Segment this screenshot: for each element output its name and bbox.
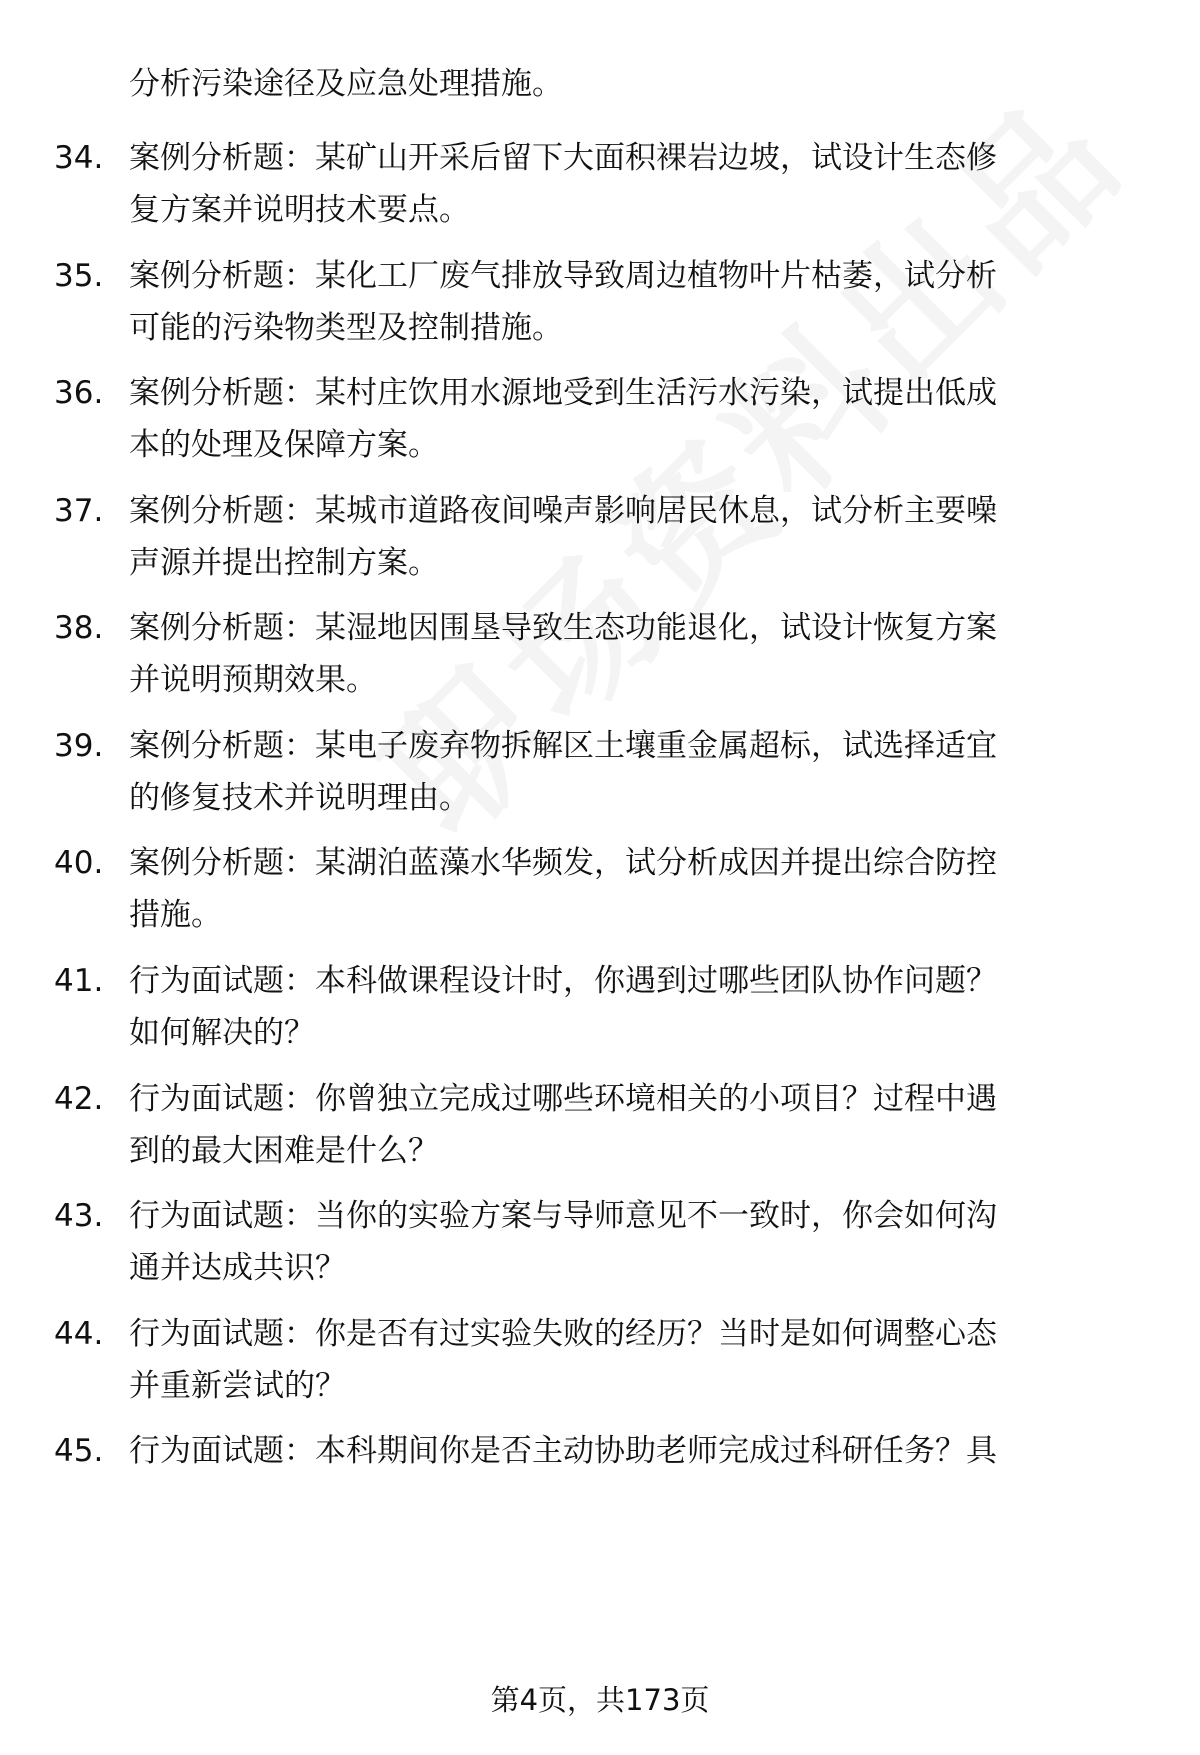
question-line: 并重新尝试的？: [129, 1368, 346, 1404]
continuation-line: 分析污染途径及应急处理措施。: [129, 66, 563, 102]
question-number: 41.: [54, 963, 104, 999]
question-line: 案例分析题：某城市道路夜间噪声影响居民休息，试分析主要噪: [129, 493, 997, 529]
question-line: 通并达成共识？: [129, 1250, 346, 1286]
question-line: 复方案并说明技术要点。: [129, 192, 470, 228]
question-text: [129, 1308, 1139, 1412]
question-text: [129, 720, 1139, 824]
question-text: [129, 132, 1139, 236]
question-line: 的修复技术并说明理由。: [129, 780, 470, 816]
question-number: 45.: [54, 1433, 104, 1469]
question-line: 声源并提出控制方案。: [129, 545, 439, 581]
question-number: 37.: [54, 493, 104, 529]
question-text: [129, 955, 1139, 1059]
question-number: 43.: [54, 1198, 104, 1234]
question-number: 42.: [54, 1081, 104, 1117]
question-text: [129, 250, 1139, 354]
question-text: [129, 1425, 1139, 1477]
question-line: 可能的污染物类型及控制措施。: [129, 310, 563, 346]
question-line: 行为面试题：当你的实验方案与导师意见不一致时，你会如何沟: [129, 1198, 997, 1234]
question-number: 40.: [54, 845, 104, 881]
question-number: 35.: [54, 258, 104, 294]
question-line: 案例分析题：某湿地因围垦导致生态功能退化，试设计恢复方案: [129, 610, 997, 646]
question-line: 本的处理及保障方案。: [129, 427, 439, 463]
question-line: 行为面试题：你曾独立完成过哪些环境相关的小项目？过程中遇: [129, 1081, 997, 1117]
question-line: 到的最大困难是什么？: [129, 1133, 439, 1169]
question-number: 38.: [54, 610, 104, 646]
question-line: 案例分析题：某电子废弃物拆解区土壤重金属超标，试选择适宜: [129, 728, 997, 764]
question-line: 案例分析题：某化工厂废气排放导致周边植物叶片枯萎，试分析: [129, 258, 997, 294]
question-text: [129, 367, 1139, 471]
question-text: [129, 1190, 1139, 1294]
question-text: [129, 602, 1139, 706]
question-number: 39.: [54, 728, 104, 764]
question-line: 如何解决的？: [129, 1015, 315, 1051]
question-line: 行为面试题：本科做课程设计时，你遇到过哪些团队协作问题？: [129, 963, 997, 999]
question-line: 并说明预期效果。: [129, 662, 377, 698]
question-line: 案例分析题：某村庄饮用水源地受到生活污水污染，试提出低成: [129, 375, 997, 411]
question-line: 案例分析题：某湖泊蓝藻水华频发，试分析成因并提出综合防控: [129, 845, 997, 881]
question-line: 措施。: [129, 897, 222, 933]
question-text: [129, 485, 1139, 589]
question-text: [129, 1073, 1139, 1177]
question-line: 案例分析题：某矿山开采后留下大面积裸岩边坡，试设计生态修: [129, 140, 997, 176]
question-number: 34.: [54, 140, 104, 176]
question-number: 44.: [54, 1316, 104, 1352]
page-footer: 第4页，共173页: [490, 1683, 710, 1717]
question-number: 36.: [54, 375, 104, 411]
question-line: 行为面试题：本科期间你是否主动协助老师完成过科研任务？具: [129, 1433, 997, 1469]
question-line: 行为面试题：你是否有过实验失败的经历？当时是如何调整心态: [129, 1316, 997, 1352]
question-text: [129, 837, 1139, 941]
